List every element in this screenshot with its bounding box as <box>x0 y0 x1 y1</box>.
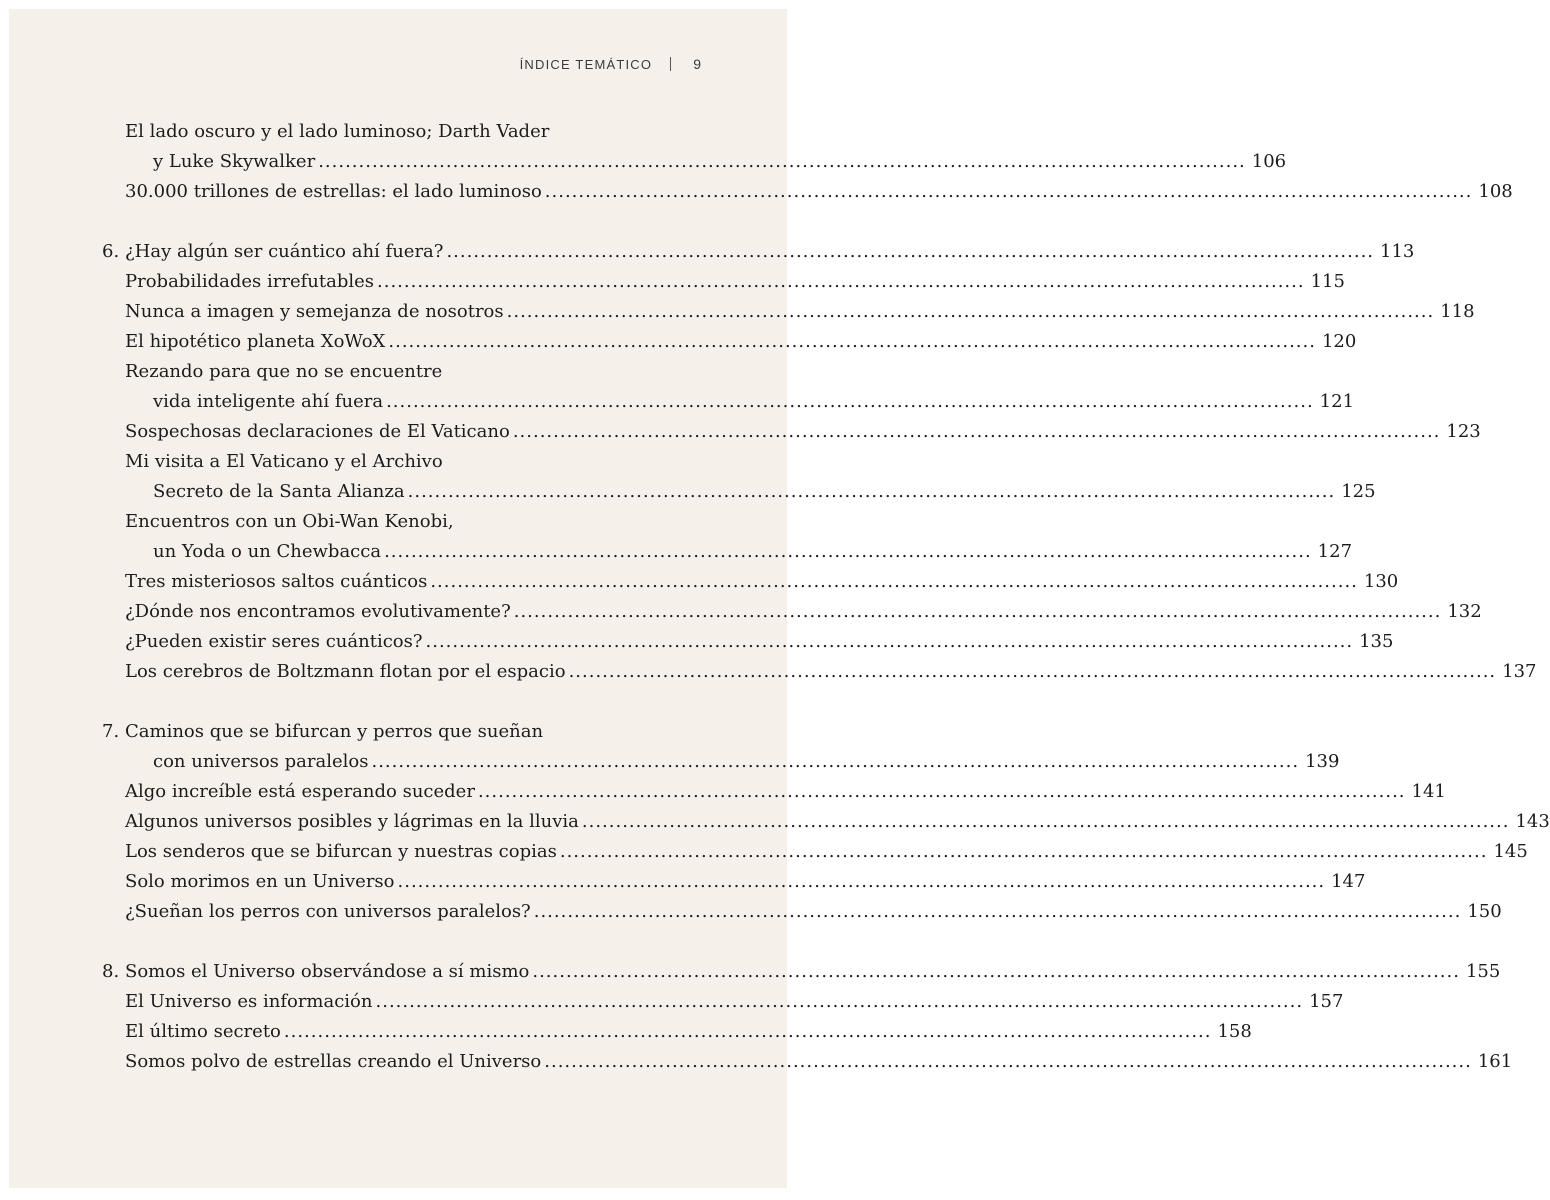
dot-leader: .......................................................................................................................................... <box>371 751 1300 772</box>
toc-line <box>9 117 787 147</box>
toc-entry-title: ¿Sueñan los perros con universos paralelos? <box>125 901 531 922</box>
dot-leader: .......................................................................................................................................... <box>386 391 1314 412</box>
toc-line <box>9 657 1537 687</box>
toc-entry-title: Somos polvo de estrellas creando el Universo <box>125 1051 542 1072</box>
toc-page-number: 143 <box>1515 811 1550 832</box>
toc-line <box>9 147 1287 177</box>
dot-leader: .......................................................................................................................................... <box>375 991 1304 1012</box>
dot-leader: .......................................................................................................................................... <box>559 841 1488 862</box>
toc-entry-title: ¿Hay algún ser cuántico ahí fuera? <box>125 241 444 262</box>
toc-entry-title: Secreto de la Santa Alianza <box>153 481 405 502</box>
dot-leader: .......................................................................................................................................... <box>512 421 1441 442</box>
toc-line <box>9 237 1415 267</box>
toc-entry-title: Rezando para que no se encuentre <box>125 361 443 382</box>
toc-entry-title: Caminos que se bifurcan y perros que sueñan <box>125 721 544 742</box>
toc-line <box>9 807 1550 837</box>
chapter-number: 8. <box>102 961 120 982</box>
dot-leader: .......................................................................................................................................... <box>544 1051 1472 1072</box>
dot-leader: .......................................................................................................................................... <box>532 961 1460 982</box>
toc-page-number: 118 <box>1440 301 1475 322</box>
dot-leader: .......................................................................................................................................... <box>446 241 1375 262</box>
toc-entry-title: con universos paralelos <box>153 751 369 772</box>
toc-entry-title: ¿Pueden existir seres cuánticos? <box>125 631 423 652</box>
table-of-contents <box>9 117 1550 1077</box>
toc-line <box>9 327 1357 357</box>
dot-leader: .......................................................................................................................................... <box>407 481 1336 502</box>
toc-entry-title: Tres misteriosos saltos cuánticos <box>125 571 428 592</box>
toc-line <box>9 957 1501 987</box>
toc-line <box>9 717 787 747</box>
toc-line <box>9 477 1376 507</box>
dot-leader: .......................................................................................................................................... <box>397 871 1326 892</box>
toc-entry-title: Los senderos que se bifurcan y nuestras copias <box>125 841 557 862</box>
toc-entry-title: El Universo es información <box>125 991 373 1012</box>
toc-entry-title: El último secreto <box>125 1021 281 1042</box>
page-number: 9 <box>693 56 701 72</box>
toc-entry-title: ¿Dónde nos encontramos evolutivamente? <box>125 601 511 622</box>
toc-page-number: 120 <box>1321 331 1357 352</box>
toc-line <box>9 387 1355 417</box>
toc-line <box>9 1047 1513 1077</box>
toc-line <box>9 897 1502 927</box>
toc-page-number: 147 <box>1331 871 1366 892</box>
toc-entry-title: Encuentros con un Obi-Wan Kenobi, <box>125 511 454 532</box>
toc-page-number: 139 <box>1305 751 1340 772</box>
dot-leader: .......................................................................................................................................... <box>318 151 1246 172</box>
toc-line <box>9 1017 1252 1047</box>
toc-page-number: 161 <box>1477 1051 1513 1072</box>
toc-entry-title: un Yoda o un Chewbacca <box>153 541 382 562</box>
toc-page-number: 108 <box>1478 181 1513 202</box>
toc-line <box>9 627 1394 657</box>
toc-line <box>9 567 1399 597</box>
toc-entry-title: Algo increíble está esperando suceder <box>125 781 475 802</box>
running-header <box>520 56 701 72</box>
section-gap <box>9 927 787 957</box>
dot-leader: .......................................................................................................................................... <box>533 901 1462 922</box>
toc-entry-title: 30.000 trillones de estrellas: el lado luminoso <box>125 181 542 202</box>
dot-leader: .......................................................................................................................................... <box>506 301 1435 322</box>
toc-entry-title: y Luke Skywalker <box>153 151 316 172</box>
toc-page-number: 115 <box>1310 271 1345 292</box>
chapter-number: 7. <box>102 721 120 742</box>
toc-line <box>9 597 1482 627</box>
toc-line <box>9 417 1481 447</box>
toc-page-number: 106 <box>1251 151 1287 172</box>
toc-page-number: 125 <box>1341 481 1376 502</box>
toc-page-number: 123 <box>1446 421 1481 442</box>
dot-leader: .......................................................................................................................................... <box>544 181 1473 202</box>
toc-line <box>9 177 1513 207</box>
toc-page-number: 135 <box>1359 631 1394 652</box>
toc-entry-title: vida inteligente ahí fuera <box>153 391 384 412</box>
toc-entry-title: Mi visita a El Vaticano y el Archivo <box>125 451 443 472</box>
toc-line <box>9 747 1340 777</box>
dot-leader: .......................................................................................................................................... <box>388 331 1316 352</box>
dot-leader: .......................................................................................................................................... <box>477 781 1406 802</box>
chapter-number: 6. <box>102 241 120 262</box>
toc-line <box>9 837 1528 867</box>
toc-page-number: 150 <box>1467 901 1502 922</box>
toc-entry-title: El lado oscuro y el lado luminoso; Darth Vader <box>125 121 550 142</box>
toc-entry-title: El hipotético planeta XoWoX <box>125 331 386 352</box>
toc-page-number: 141 <box>1411 781 1446 802</box>
toc-line <box>9 267 1345 297</box>
book-page <box>9 9 1550 1188</box>
toc-page-number: 121 <box>1319 391 1355 412</box>
toc-line <box>9 987 1344 1017</box>
toc-page-number: 130 <box>1363 571 1399 592</box>
section-gap <box>9 687 787 717</box>
running-header-title: ÍNDICE TEMÁTICO <box>519 56 653 72</box>
toc-page-number: 155 <box>1465 961 1501 982</box>
toc-page-number: 132 <box>1447 601 1482 622</box>
toc-line <box>9 867 1366 897</box>
toc-entry-title: Sospechosas declaraciones de El Vaticano <box>125 421 510 442</box>
header-separator <box>670 57 671 71</box>
toc-line <box>9 507 787 537</box>
toc-page-number: 137 <box>1502 661 1537 682</box>
toc-entry-title: Los cerebros de Boltzmann flotan por el espacio <box>125 661 566 682</box>
section-gap <box>9 207 787 237</box>
dot-leader: .......................................................................................................................................... <box>425 631 1354 652</box>
toc-page-number: 127 <box>1317 541 1353 562</box>
toc-entry-title: Nunca a imagen y semejanza de nosotros <box>125 301 504 322</box>
toc-line <box>9 537 1353 567</box>
toc-line <box>9 777 1446 807</box>
dot-leader: .......................................................................................................................................... <box>377 271 1305 292</box>
dot-leader: .......................................................................................................................................... <box>581 811 1510 832</box>
dot-leader: .......................................................................................................................................... <box>283 1021 1212 1042</box>
toc-entry-title: Solo morimos en un Universo <box>125 871 395 892</box>
toc-line <box>9 297 1475 327</box>
toc-entry-title: Algunos universos posibles y lágrimas en la lluvia <box>125 811 579 832</box>
toc-entry-title: Probabilidades irrefutables <box>125 271 374 292</box>
toc-page-number: 158 <box>1217 1021 1252 1042</box>
dot-leader: .......................................................................................................................................... <box>568 661 1497 682</box>
toc-entry-title: Somos el Universo observándose a sí mismo <box>125 961 530 982</box>
toc-page-number: 157 <box>1309 991 1344 1012</box>
toc-line <box>9 447 787 477</box>
toc-page-number: 113 <box>1380 241 1415 262</box>
toc-line <box>9 357 787 387</box>
dot-leader: .......................................................................................................................................... <box>430 571 1358 592</box>
toc-page-number: 145 <box>1493 841 1528 862</box>
dot-leader: .......................................................................................................................................... <box>513 601 1442 622</box>
dot-leader: .......................................................................................................................................... <box>384 541 1312 562</box>
